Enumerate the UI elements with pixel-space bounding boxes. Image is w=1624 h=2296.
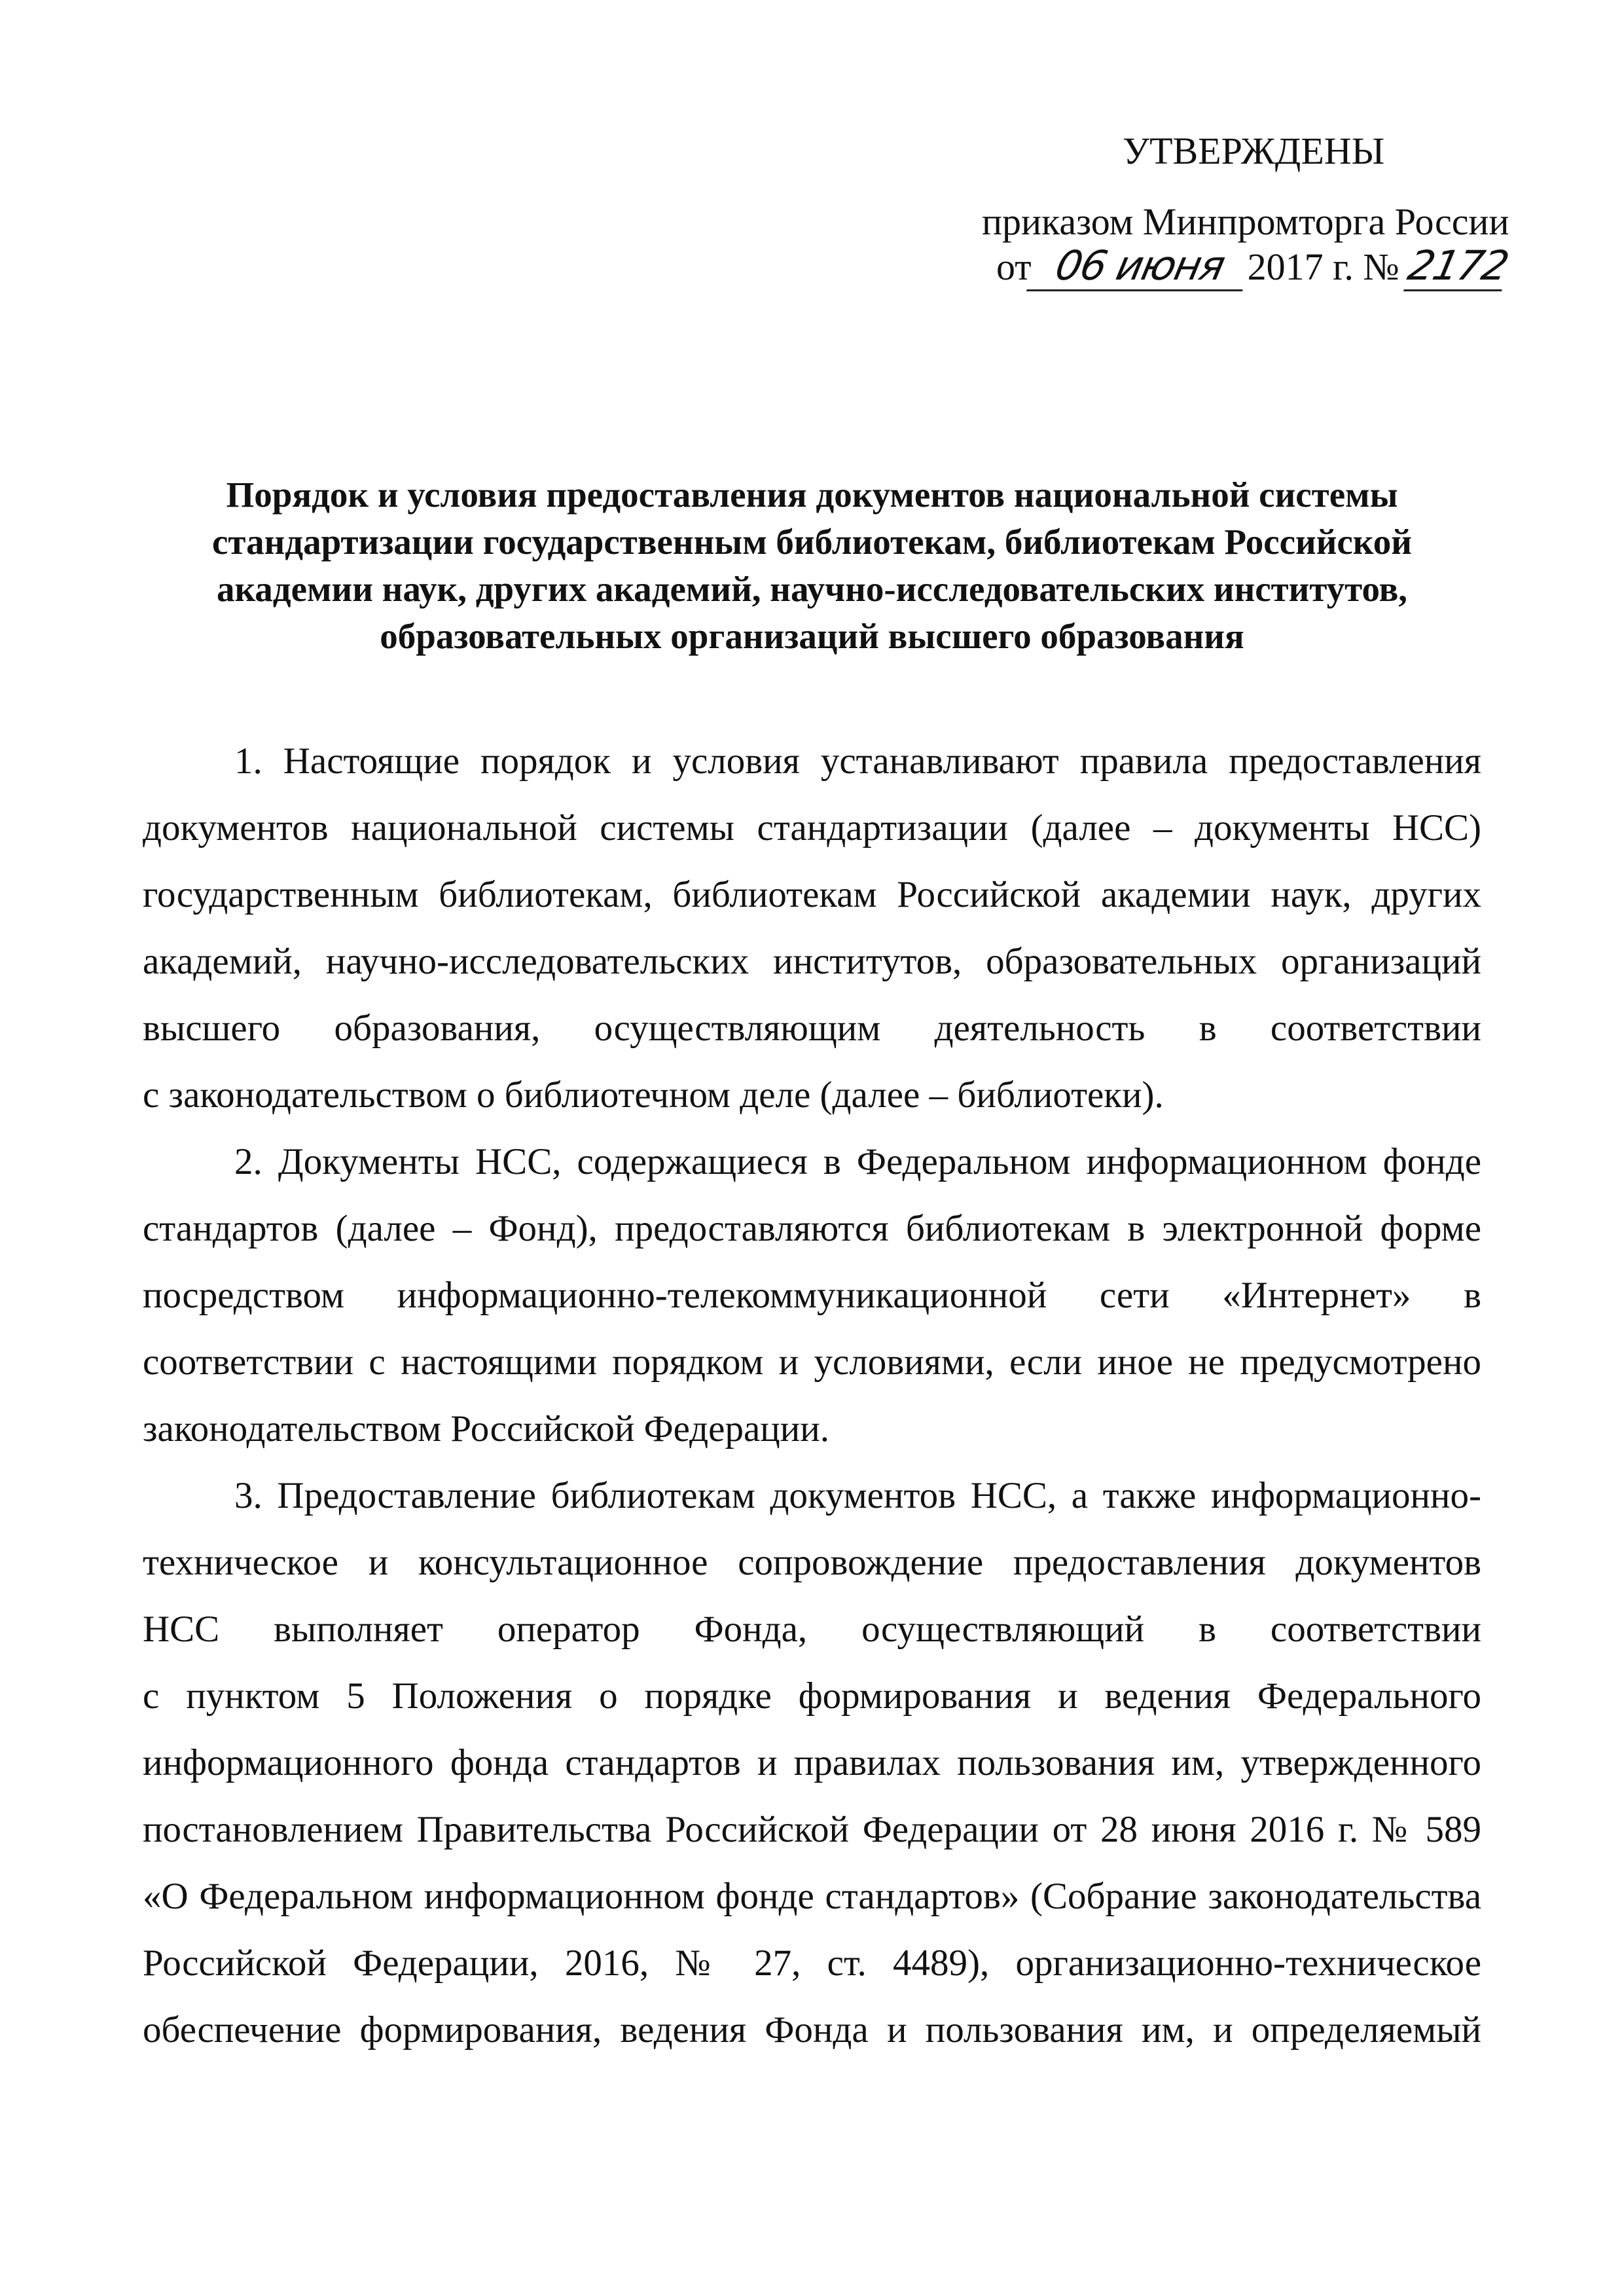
text-line: обеспечение формирования, ведения Фонда и пользования им, и определяемый bbox=[143, 2009, 1481, 2050]
text-line: постановлением Правительства Российской Федерации от 28 июня 2016 г. № 589 bbox=[143, 1809, 1481, 1850]
title-line: образовательных организаций высшего образования bbox=[380, 616, 1244, 656]
paragraph-1 bbox=[143, 728, 1481, 1129]
text-line: государственным библиотекам, библиотекам Российской академии наук, других bbox=[143, 874, 1481, 915]
text-line: посредством информационно-телекоммуникационной сети «Интернет» в bbox=[143, 1275, 1481, 1316]
text-line: 1. Настоящие порядок и условия устанавливают правила предоставления bbox=[234, 740, 1481, 782]
date-prefix: от bbox=[996, 246, 1032, 288]
year-text: 2017 г. № bbox=[1247, 246, 1399, 288]
handwritten-date: 06 июня bbox=[1026, 242, 1253, 291]
title-line: стандартизации государственным библиотекам, библиотекам Российской bbox=[212, 522, 1412, 562]
title-line: Порядок и условия предоставления документов национальной системы bbox=[226, 475, 1398, 515]
text-line: высшего образования, осуществляющим деятельность в соответствии bbox=[143, 1008, 1481, 1049]
title-line: академии наук, других академий, научно-исследовательских институтов, bbox=[216, 569, 1408, 609]
text-line: информационного фонда стандартов и правилах пользования им, утвержденного bbox=[143, 1742, 1481, 1783]
text-line: академий, научно-исследовательских институтов, образовательных организаций bbox=[143, 941, 1481, 982]
document-body bbox=[143, 728, 1481, 2064]
handwritten-order-number: 2172 bbox=[1403, 242, 1512, 291]
text-line: законодательством Российской Федерации. bbox=[143, 1408, 830, 1449]
text-line: техническое и консультационное сопровождение предоставления документов bbox=[143, 1542, 1481, 1583]
text-line: «О Федеральном информационном фонде стандартов» (Собрание законодательства bbox=[143, 1876, 1481, 1917]
paragraph-3 bbox=[143, 1463, 1481, 2064]
approval-title: УТВЕРЖДЕНЫ bbox=[1123, 130, 1385, 172]
text-line: с законодательством о библиотечном деле (далее – библиотеки). bbox=[143, 1074, 1164, 1116]
text-line: документов национальной системы стандартизации (далее – документы НСС) bbox=[143, 807, 1481, 848]
approval-order-line: приказом Минпромторга России bbox=[982, 200, 1509, 243]
text-line: стандартов (далее – Фонд), предоставляются библиотекам в электронной форме bbox=[143, 1208, 1481, 1249]
approval-date-line bbox=[996, 242, 1513, 291]
document-title bbox=[144, 471, 1480, 660]
text-line: Российской Федерации, 2016, № 27, ст. 4489), организационно-техническое bbox=[143, 1942, 1481, 1984]
text-line: 3. Предоставление библиотекам документов НСС, а также информационно- bbox=[234, 1475, 1481, 1516]
text-line: соответствии с настоящими порядком и условиями, если иное не предусмотрено bbox=[143, 1341, 1481, 1383]
text-line: НСС выполняет оператор Фонда, осуществляющий в соответствии bbox=[143, 1609, 1481, 1650]
paragraph-2 bbox=[143, 1129, 1481, 1463]
text-line: с пунктом 5 Положения о порядке формирования и ведения Федерального bbox=[143, 1675, 1481, 1717]
text-line: 2. Документы НСС, содержащиеся в Федеральном информационном фонде bbox=[234, 1141, 1481, 1182]
